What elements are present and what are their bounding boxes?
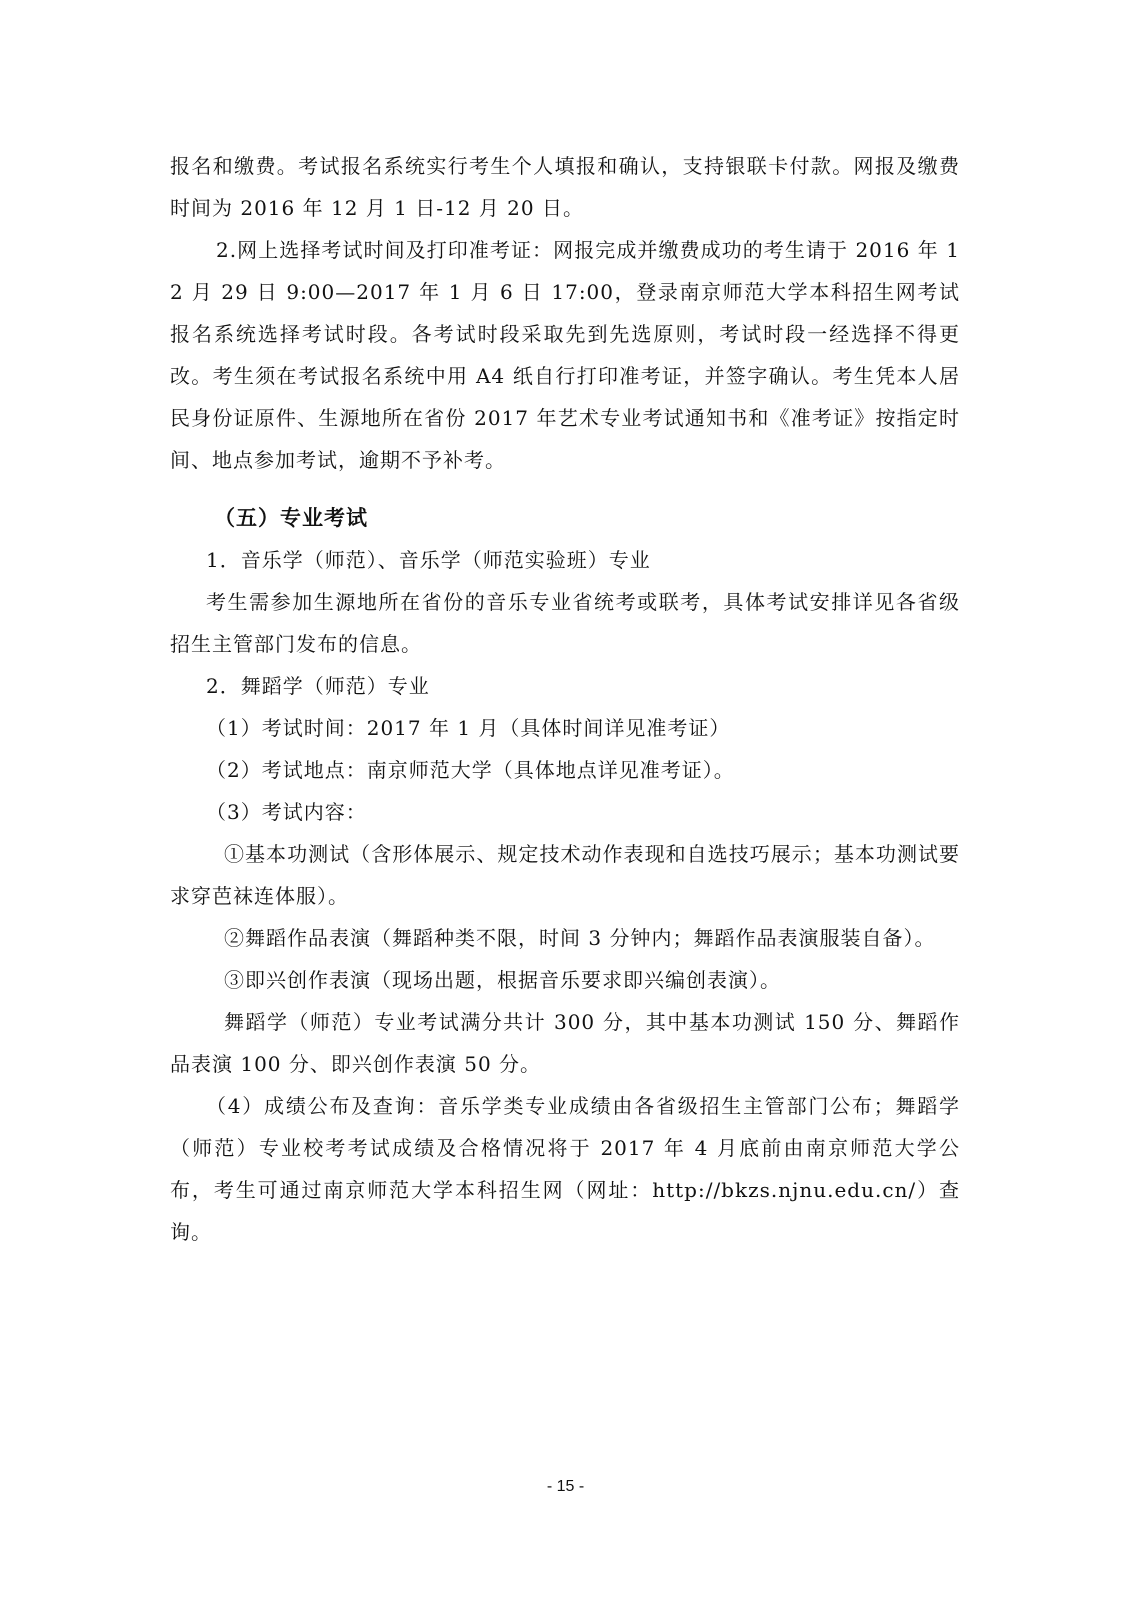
dance-exam-time: （1）考试时间：2017 年 1 月（具体时间详见准考证）	[206, 716, 731, 740]
dance-content-improvisation: ③即兴创作表演（现场出题，根据音乐要求即兴编创表演）。	[224, 968, 781, 992]
item-music-title: 1．音乐学（师范）、音乐学（师范实验班）专业	[206, 548, 651, 572]
item-music-body: 考生需参加生源地所在省份的音乐专业省统考或联考，具体考试安排详见各省级招生主管部门发布的信息。	[170, 590, 960, 656]
page-content	[170, 145, 960, 1253]
results-announcement: （4）成绩公布及查询：音乐学类专业成绩由各省级招生主管部门公布；舞蹈学（师范）专业校考考试成绩及合格情况将于 2017 年 4 月底前由南京师范大学公布，考生可通过南京师范大学本科招生网（网址：http://bkzs.njnu.edu.cn/）查询。	[170, 1094, 960, 1244]
dance-content-performance: ②舞蹈作品表演（舞蹈种类不限，时间 3 分钟内；舞蹈作品表演服装自备）。	[224, 926, 936, 950]
item-dance-title: 2．舞蹈学（师范）专业	[206, 674, 430, 698]
paragraph-select-exam-time: 2.网上选择考试时间及打印准考证：网报完成并缴费成功的考生请于 2016 年 12 月 29 日 9:00—2017 年 1 月 6 日 17:00，登录南京师范大学本科招生网考试报名系统选择考试时段。各考试时段采取先到先选原则，考试时段一经选择不得更改。考生须在考试报名系统中用 A4 纸自行打印准考证，并签字确认。考生凭本人居民身份证原件、生源地所在省份 2017 年艺术专业考试通知书和《准考证》按指定时间、地点参加考试，逾期不予补考。	[170, 238, 960, 472]
dance-exam-location: （2）考试地点：南京师范大学（具体地点详见准考证）。	[206, 758, 735, 782]
section-heading-professional-exam: （五）专业考试	[214, 506, 368, 530]
dance-content-basic-skills: ①基本功测试（含形体展示、规定技术动作表现和自选技巧展示；基本功测试要求穿芭袜连体服）。	[170, 842, 960, 908]
paragraph-registration-payment: 报名和缴费。考试报名系统实行考生个人填报和确认，支持银联卡付款。网报及缴费时间为 2016 年 12 月 1 日-12 月 20 日。	[170, 154, 960, 220]
page-number: - 15 -	[546, 1478, 585, 1495]
dance-score-breakdown: 舞蹈学（师范）专业考试满分共计 300 分，其中基本功测试 150 分、舞蹈作品表演 100 分、即兴创作表演 50 分。	[170, 1010, 960, 1076]
dance-exam-content-label: （3）考试内容：	[206, 800, 367, 824]
